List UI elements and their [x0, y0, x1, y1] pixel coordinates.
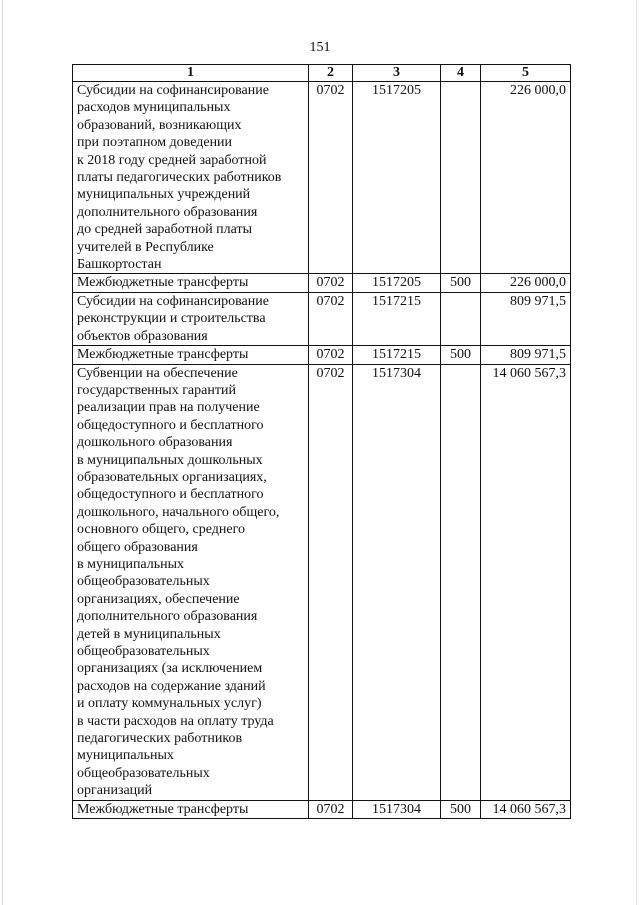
header-col-exp-type: 4: [441, 65, 481, 82]
header-col-section: 2: [309, 65, 353, 82]
cell-amount: 809 971,5: [481, 346, 571, 364]
cell-amount: 14 060 567,3: [481, 800, 571, 818]
cell-amount: 14 060 567,3: [481, 364, 571, 800]
cell-section: 0702: [309, 82, 353, 274]
cell-section: 0702: [309, 800, 353, 818]
cell-target: 1517215: [353, 292, 441, 345]
cell-name: Субсидии на софинансирование расходов муниципальных образований, возникающих при поэтапном доведении к 2018 году средней заработной платы педагогических работников муниципальных учреждений дополнительного образования до средней заработной платы учителей в Республике Башкортостан: [73, 82, 309, 274]
budget-table: [72, 64, 571, 819]
table-row: [73, 800, 571, 818]
cell-exp-type: [441, 82, 481, 274]
cell-section: 0702: [309, 274, 353, 292]
cell-target: 1517205: [353, 274, 441, 292]
cell-name: Межбюджетные трансферты: [73, 346, 309, 364]
cell-name: Межбюджетные трансферты: [73, 800, 309, 818]
cell-target: 1517205: [353, 82, 441, 274]
cell-target: 1517215: [353, 346, 441, 364]
header-col-amount: 5: [481, 65, 571, 82]
cell-amount: 226 000,0: [481, 82, 571, 274]
table-row: [73, 82, 571, 274]
cell-section: 0702: [309, 364, 353, 800]
cell-name: Межбюджетные трансферты: [73, 274, 309, 292]
cell-exp-type: 500: [441, 274, 481, 292]
cell-amount: 809 971,5: [481, 292, 571, 345]
header-col-target: 3: [353, 65, 441, 82]
table-row: [73, 364, 571, 800]
table-row: [73, 274, 571, 292]
cell-amount: 226 000,0: [481, 274, 571, 292]
cell-name: Субсидии на софинансирование реконструкции и строительства объектов образования: [73, 292, 309, 345]
header-col-name: 1: [73, 65, 309, 82]
cell-section: 0702: [309, 292, 353, 345]
cell-exp-type: 500: [441, 346, 481, 364]
cell-target: 1517304: [353, 800, 441, 818]
table-row: [73, 292, 571, 345]
cell-exp-type: [441, 364, 481, 800]
cell-target: 1517304: [353, 364, 441, 800]
cell-section: 0702: [309, 346, 353, 364]
table-row: [73, 346, 571, 364]
page-number: 151: [309, 40, 331, 55]
page-edge-left: [2, 0, 3, 905]
table-header-row: [73, 65, 571, 82]
cell-name: Субвенции на обеспечение государственных гарантий реализации прав на получение общедоступного и бесплатного дошкольного образования в муниципальных дошкольных образовательных организациях, общедоступного и бесплатного дошкольного, начального общего, основного общего, среднего общего образования в муниципальных общеобразовательных организациях, обеспечение дополнительного образования детей в муниципальных общеобразовательных организациях (за исключением расходов на содержание зданий и оплату коммунальных услуг) в части расходов на оплату труда педагогических работников муниципальных общеобразовательных организаций: [73, 364, 309, 800]
cell-exp-type: 500: [441, 800, 481, 818]
cell-exp-type: [441, 292, 481, 345]
page-edge-right: [636, 0, 637, 905]
